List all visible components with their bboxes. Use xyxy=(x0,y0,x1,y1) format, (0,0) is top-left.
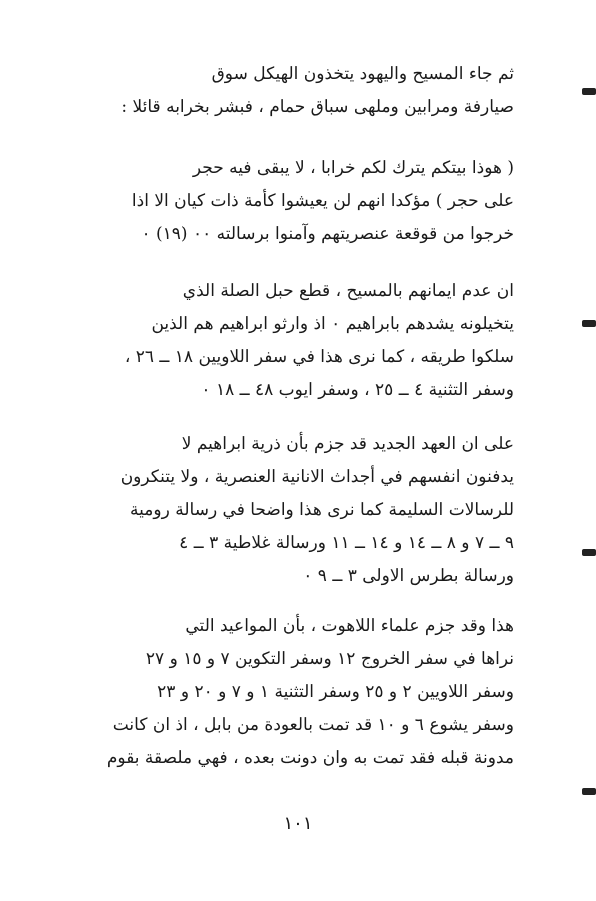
text-line: على ان العهد الجديد قد جزم بأن ذرية ابراهيم لا xyxy=(181,434,514,454)
text-line: وسفر التثنية ٤ ــ ٢٥ ، وسفر ايوب ٤٨ ــ ١٨ ٠ xyxy=(201,380,514,400)
paragraph-2 xyxy=(74,152,514,251)
text-line: هذا وقد جزم علماء اللاهوت ، بأن المواعيد التي xyxy=(185,616,514,636)
paragraph-5 xyxy=(74,610,514,775)
text-line: يتخيلونه يشدهم بابراهيم ٠ اذ وارثو ابراهيم هم الذين xyxy=(151,314,514,334)
paragraph-4 xyxy=(74,428,514,593)
binding-mark xyxy=(582,549,596,556)
text-line: نراها في سفر الخروج ١٢ وسفر التكوين ٧ و ١٥ و ٢٧ xyxy=(145,649,514,669)
text-line: للرسالات السليمة كما نرى هذا واضحا في رسالة رومية xyxy=(130,500,514,520)
text-line: مدونة قبله فقد تمت به وان دونت بعده ، فهي ملصقة بقوم xyxy=(106,748,514,768)
text-line: ( هوذا بيتكم يترك لكم خرابا ، لا يبقى فيه حجر xyxy=(192,158,514,178)
text-line: ورسالة بطرس الاولى ٣ ــ ٩ ٠ xyxy=(303,566,514,586)
text-line: سلكوا طريقه ، كما نرى هذا في سفر اللاويين ١٨ ــ ٢٦ ، xyxy=(124,347,514,367)
binding-mark xyxy=(582,320,596,327)
text-line: ان عدم ايمانهم بالمسيح ، قطع حبل الصلة الذي xyxy=(182,281,514,301)
text-line: وسفر يشوع ٦ و ١٠ قد تمت بالعودة من بابل ، اذ ان كانت xyxy=(112,715,514,735)
text-line: خرجوا من قوقعة عنصريتهم وآمنوا برسالته ٠٠ (١٩) ٠ xyxy=(141,224,514,244)
paragraph-1 xyxy=(74,58,514,124)
text-line: صيارفة ومرابين وملهى سباق حمام ، فبشر بخرابه قائلا : xyxy=(121,97,514,117)
text-line: ثم جاء المسيح واليهود يتخذون الهيكل سوق xyxy=(211,64,514,84)
paragraph-3 xyxy=(74,275,514,407)
page-number: ١٠١ xyxy=(283,813,313,834)
binding-mark xyxy=(582,88,596,95)
binding-mark xyxy=(582,788,596,795)
text-line: ٩ ــ ٧ و ٨ ــ ١٤ و ١٤ ــ ١١ ورسالة غلاطية ٣ ــ ٤ xyxy=(179,533,514,553)
text-line: يدفنون انفسهم في أجداث الانانية العنصرية ، ولا يتنكرون xyxy=(120,467,514,487)
text-line: وسفر اللاويين ٢ و ٢٥ وسفر التثنية ١ و ٧ و ٢٠ و ٢٣ xyxy=(157,682,514,702)
text-line: على حجر ) مؤكدا انهم لن يعيشوا كأمة ذات كيان الا اذا xyxy=(131,191,514,211)
